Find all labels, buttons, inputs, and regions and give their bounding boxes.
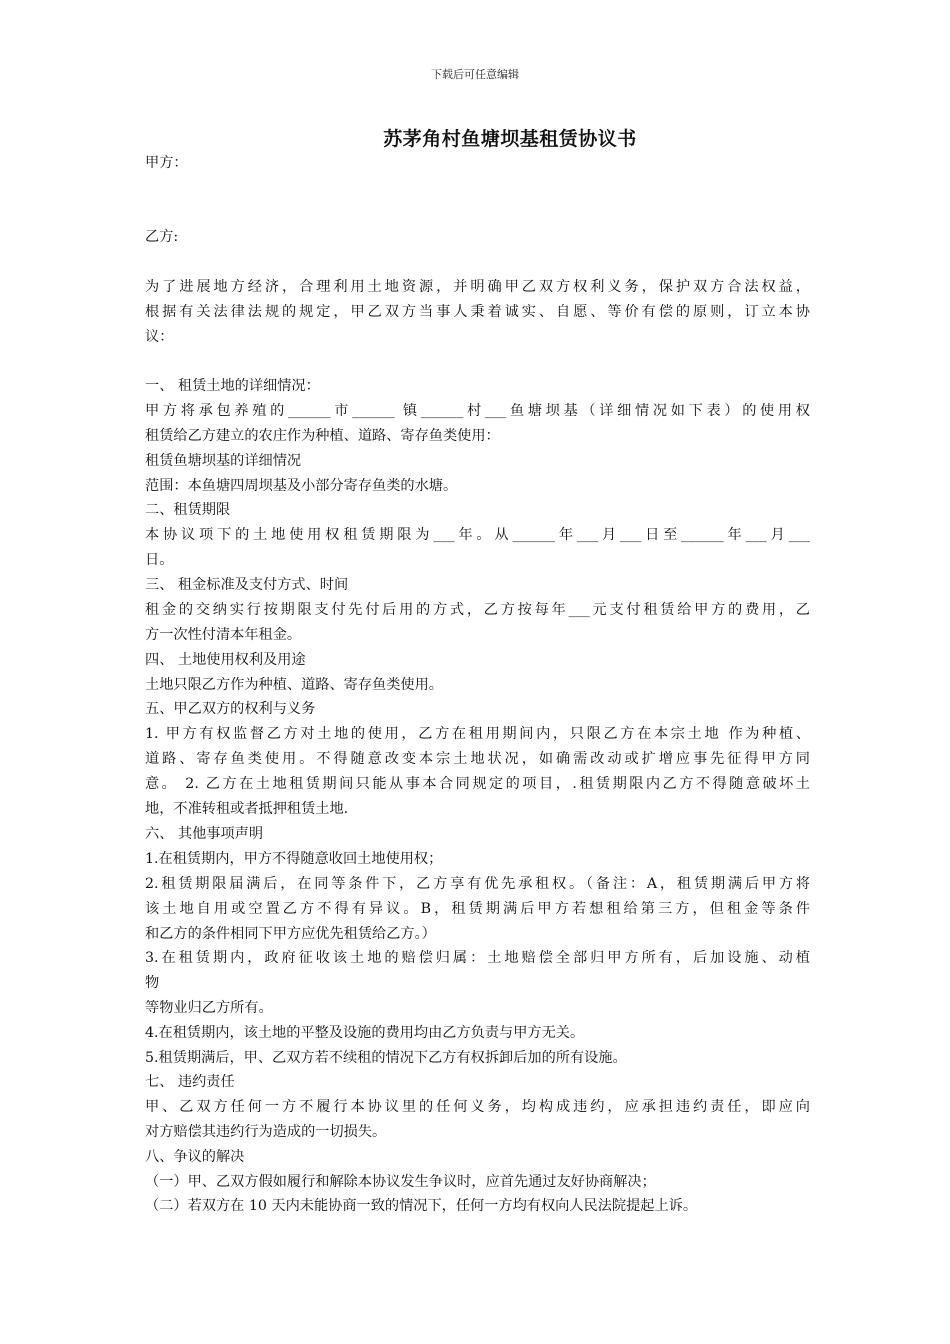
download-note: 下载后可任意编辑 — [431, 68, 519, 81]
section-6-line: 5.租赁期满后，甲、乙双方若不续租的情况下乙方有权拆卸后加的所有设施。 — [145, 1050, 627, 1066]
section-6-line: 3.在租赁期内，政府征收该土地的赔偿归属：土地赔偿全部归甲方所有，后加设施、动植 — [145, 950, 810, 966]
section-8-heading: 八、争议的解决 — [145, 1149, 245, 1165]
section-5-line: 1. 甲方有权监督乙方对土地的使用，乙方在租用期间内，只限乙方在本宗土地 作为种植、 — [145, 726, 810, 742]
section-6-line: 物 — [145, 975, 160, 991]
party-b-label: 乙方: — [145, 229, 179, 245]
section-1-heading: 一、 租赁土地的详细情况： — [145, 378, 320, 394]
section-2-heading: 二、租赁期限 — [145, 502, 231, 518]
section-7-line: 甲、乙双方任何一方不履行本协议里的任何义务，均构成违约，应承担违约责任，即应向 — [145, 1099, 810, 1115]
section-4-line: 土地只限乙方作为种植、道路、寄存鱼类使用。 — [145, 677, 443, 693]
section-6-line: 2.租赁期限届满后，在同等条件下，乙方享有优先承租权。（备注：A，租赁期满后甲方将 — [145, 876, 810, 892]
intro-line: 议： — [145, 329, 174, 345]
section-6-line: 和乙方的条件相同下甲方应优先租赁给乙方。） — [145, 926, 436, 942]
section-6-line: 4.在租赁期内，该土地的平整及设施的费用均由乙方负责与甲方无关。 — [145, 1025, 585, 1041]
section-4-heading: 四、 土地使用权利及用途 — [145, 652, 306, 668]
section-5-heading: 五、甲乙双方的权利与义务 — [145, 701, 316, 717]
section-6-line: 等物业归乙方所有。 — [145, 1000, 273, 1016]
section-3-heading: 三、 租金标准及支付方式、时间 — [145, 577, 349, 593]
section-1-line: 租赁给乙方建立的农庄作为种植、道路、寄存鱼类使用： — [145, 428, 500, 444]
party-a-label: 甲方： — [145, 155, 188, 171]
section-6-line: 1.在租赁期内，甲方不得随意收回土地使用权； — [145, 851, 443, 867]
section-5-line: 道路、寄存鱼类使用。不得随意改变本宗土地状况，如确需改动或扩增应事先征得甲方同 — [145, 751, 810, 767]
section-3-line: 方一次性付清本年租金。 — [145, 627, 302, 643]
section-6-heading: 六、 其他事项声明 — [145, 826, 264, 842]
section-2-line: 日。 — [145, 552, 174, 568]
section-6-line: 该土地自用或空置乙方不得有异议。B，租赁期满后甲方若想租给第三方，但租金等条件 — [145, 901, 810, 917]
section-8-line: （一）甲、乙双方假如履行和解除本协议发生争议时，应首先通过友好协商解决； — [145, 1174, 656, 1190]
section-8-line: （二）若双方在 10 天内未能协商一致的情况下，任何一方均有权向人民法院提起上诉。 — [145, 1198, 698, 1214]
section-2-line: 本协议项下的土地使用权租赁期限为___年。从______年___月___日至______年___月___ — [145, 527, 810, 543]
section-1-line: 范围：本鱼塘四周坝基及小部分寄存鱼类的水塘。 — [145, 478, 458, 494]
section-5-line: 意。 2. 乙方在土地租赁期间只能从事本合同规定的项目，.租赁期限内乙方不得随意破坏土 — [145, 776, 810, 792]
intro-line: 根据有关法律法规的规定，甲乙双方当事人秉着诚实、自愿、等价有偿的原则，订立本协 — [145, 304, 810, 320]
section-3-line: 租金的交纳实行按期限支付先付后用的方式，乙方按每年___元支付租赁给甲方的费用，乙 — [145, 602, 810, 618]
section-7-line: 对方赔偿其违约行为造成的一切损失。 — [145, 1124, 387, 1140]
section-7-heading: 七、 违约责任 — [145, 1074, 235, 1090]
intro-line: 为了进展地方经济，合理利用土地资源，并明确甲乙双方权利义务，保护双方合法权益， — [145, 279, 810, 295]
document-title: 苏茅角村鱼塘坝基租赁协议书 — [383, 128, 637, 150]
section-1-line: 甲方将承包养殖的______市______ 镇______村___鱼塘坝基（详细情况如下表）的使用权 — [145, 403, 810, 419]
section-5-line: 地，不准转租或者抵押租赁土地. — [145, 801, 349, 817]
section-1-line: 租赁鱼塘坝基的详细情况 — [145, 453, 302, 469]
